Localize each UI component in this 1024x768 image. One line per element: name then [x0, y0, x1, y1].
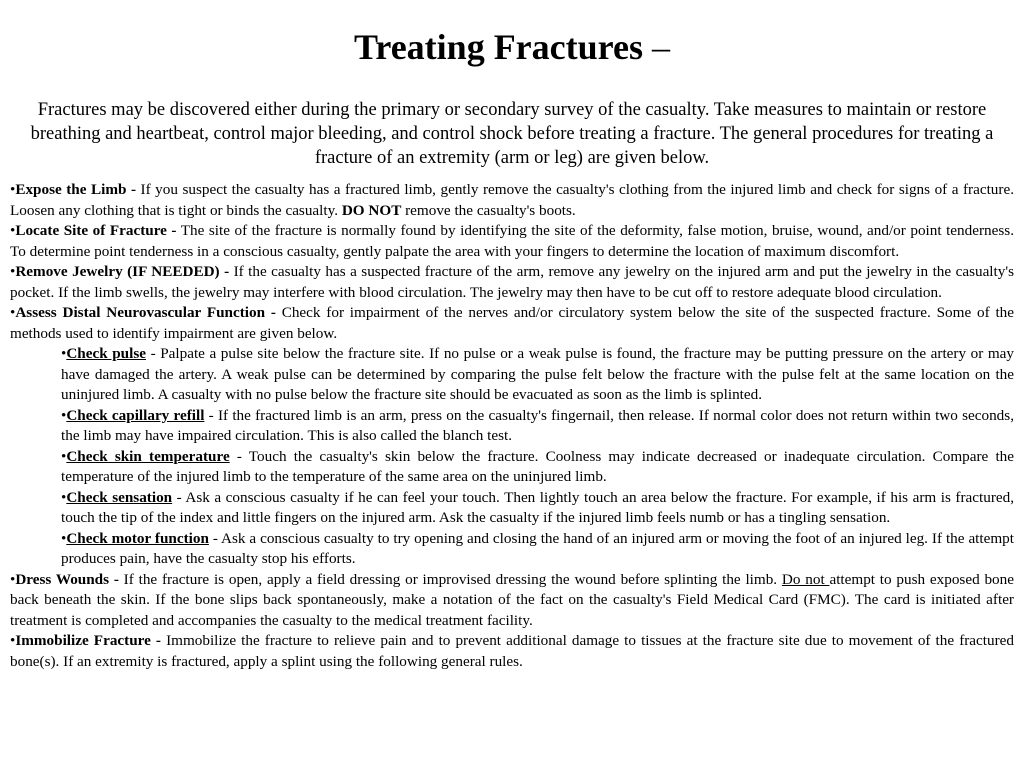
sub-item-heading: Check skin temperature [66, 447, 230, 465]
list-item-immobilize-fracture [10, 631, 1014, 672]
item-text: Check for impairment of the nerves and/or circulatory system below the site of the suspected fracture. Some of the methods used to identify impairment are given below. [10, 304, 1014, 342]
sub-item-check-motor-function [61, 529, 1014, 570]
item-heading: Immobilize Fracture - [15, 632, 161, 649]
sub-item-heading: Check pulse [66, 345, 147, 362]
list-item-locate-site [10, 221, 1014, 262]
sub-item-text: - Palpate a pulse site below the fracture site. If no pulse or a weak pulse is found, the fracture may be putting pressure on the artery or may have damaged the artery. A weak pulse can be determined by comparing the pulse felt below the fracture with the pulse felt at the same location on the uninjured limb. A casualty with no pulse below the fracture site should be evacuated as soon as the limb is splinted. [61, 345, 1015, 403]
item-heading: Dress Wounds - [15, 570, 119, 588]
sub-item-check-skin-temperature [61, 447, 1014, 488]
body-text [10, 180, 1014, 672]
list-item-expose-limb [10, 180, 1014, 221]
bullet: • [61, 529, 67, 547]
sub-item-heading: Check sensation [66, 488, 173, 506]
sub-item-heading: Check motor function [66, 529, 209, 547]
sub-item-heading: Check capillary refill [66, 406, 205, 424]
list-item-remove-jewelry [10, 262, 1014, 303]
bullet: • [61, 488, 67, 506]
title-main: Treating Fractures [354, 27, 643, 67]
sub-item-check-sensation [61, 488, 1014, 529]
page-title [0, 26, 1024, 68]
item-text: If the fracture is open, apply a field dressing or improvised dressing the wound before splinting the limb. [118, 570, 782, 588]
item-text: Immobilize the fracture to relieve pain and to prevent additional damage to tissues at the fracture site due to movement of the fractured bone(s). If an extremity is fractured, apply a splint using the following general rules. [10, 632, 1014, 670]
bullet: • [10, 263, 16, 280]
item-heading: Locate Site of Fracture - [15, 222, 177, 239]
intro-paragraph: Fractures may be discovered either during the primary or secondary survey of the casualty. Take measures to maintain or restore breathing and heartbeat, control major bleeding, and control shock before treating a fracture. The general procedures for treating a fracture of an extremity (arm or leg) are given below. [30, 100, 994, 168]
item-heading: Remove Jewelry (IF NEEDED) - [15, 263, 230, 280]
sub-item-check-pulse [61, 344, 1014, 406]
item-text-2: attempt to push exposed bone back beneath the skin. If the bone slips back spontaneously, make a notation of the fact on the casualty's Field Medical Card (FMC). The card is initiated after treatment is completed and accompanies the casualty to the medical treatment facility. [10, 570, 1014, 629]
sub-item-text: - Ask a conscious casualty to try opening and closing the hand of an injured arm or moving the foot of an injured leg. If the attempt produces pain, have the casualty stop his efforts. [61, 529, 1014, 567]
sub-item-check-capillary-refill [61, 406, 1014, 447]
sub-item-text: - Ask a conscious casualty if he can feel your touch. Then lightly touch an area below the fracture. For example, if his arm is fractured, touch the tip of the index and little fingers on the injured arm. Ask the casualty if the injured limb feels numb or has a tingling sensation. [61, 488, 1015, 526]
bullet: • [61, 406, 67, 424]
bullet: • [10, 570, 16, 588]
item-text: If the casualty has a suspected fracture of the arm, remove any jewelry on the injured arm and put the jewelry in the casualty's pocket. If the limb swells, the jewelry may interfere with blood circulation. The jewelry may then have to be cut off to restore adequate blood circulation. [10, 263, 1014, 301]
item-text: The site of the fracture is normally found by identifying the site of the deformity, false motion, bruise, wound, and/or point tenderness. To determine point tenderness in a conscious casualty, gently palpate the area with your fingers to determine the location of maximum discomfort. [10, 222, 1014, 260]
bullet: • [61, 447, 67, 465]
bullet: • [10, 181, 16, 198]
item-underlined: Do not [781, 570, 830, 588]
sub-item-text: - If the fractured limb is an arm, press on the casualty's fingernail, then release. If normal color does not return within two seconds, the limb may have impaired circulation. This is also called the blanch test. [61, 406, 1014, 444]
item-heading: Assess Distal Neurovascular Function - [15, 304, 276, 321]
list-item-dress-wounds [10, 570, 1014, 632]
bullet: • [10, 304, 16, 321]
list-item-assess-function [10, 303, 1014, 344]
bullet: • [10, 632, 16, 649]
item-text: If you suspect the casualty has a fractured limb, gently remove the casualty's clothing from the injured limb and check for signs of a fracture. Loosen any clothing that is tight or binds the casualty. [10, 181, 1014, 219]
item-text-2: remove the casualty's boots. [401, 201, 576, 219]
item-heading: Expose the Limb - [15, 181, 137, 198]
sub-item-text: - Touch the casualty's skin below the fracture. Coolness may indicate decreased or inadequate circulation. Compare the temperature of the injured limb to the temperature of the same area on the uninjured limb. [61, 447, 1014, 485]
bullet: • [61, 345, 67, 362]
title-dash: – [642, 27, 670, 67]
bullet: • [10, 222, 16, 239]
item-emphasis: DO NOT [341, 201, 402, 219]
